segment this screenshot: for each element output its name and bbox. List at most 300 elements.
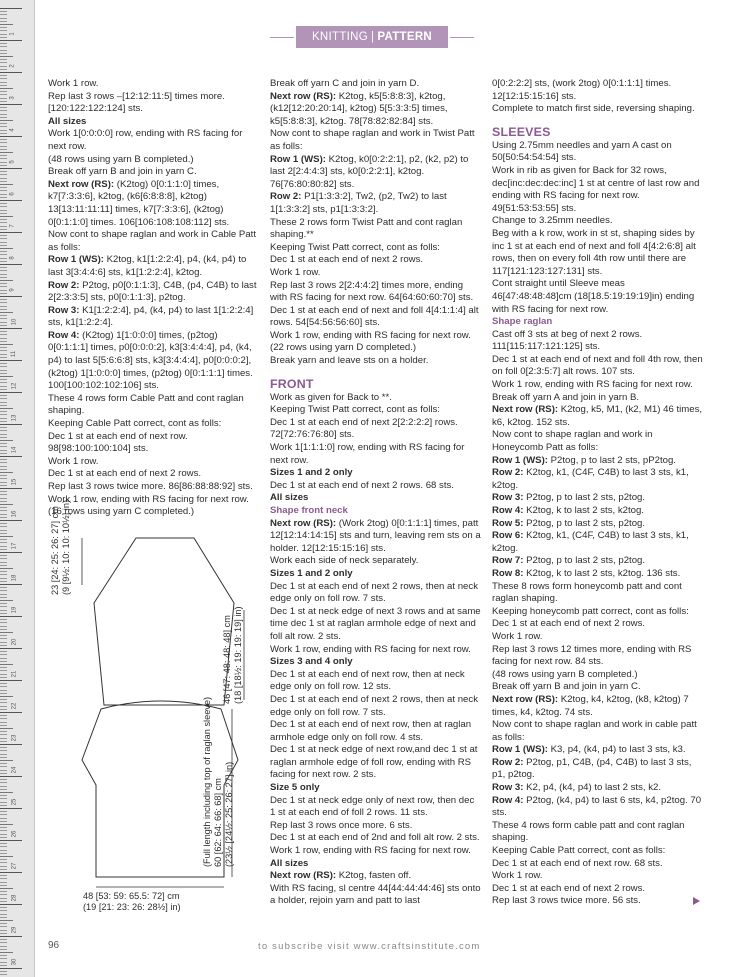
row-label: Row 8: [492,567,524,579]
ruler-tick [0,565,7,566]
ruler-tick [0,450,7,451]
header-rule-left [270,37,294,38]
instruction-line: Sizes 3 and 4 only [270,656,353,668]
instruction-line [492,568,704,581]
ruler-tick [0,398,7,399]
instruction-line [492,492,704,505]
ruler-tick [0,395,7,396]
instruction-line: Dec 1 st at each end of next row, then at raglan armhole edge only on foll row. 4 sts. [270,719,472,743]
ruler-tick [0,379,7,380]
ruler-tick [0,43,7,44]
ruler-tick [0,197,7,198]
row-label: Row 5: [492,517,524,529]
ruler-tick [0,651,7,652]
ruler-tick [0,40,22,41]
instruction-line [492,467,704,492]
instruction-line: Dec 1 st at each end of 2nd and foll alt row. 2 sts. [270,832,480,844]
instruction-line: Cont straight until Sleeve meas 46[47:48:48:48]cm (18[18.5:19:19:19]in) ending with RS facing for next row. [492,278,695,315]
instruction-line: These 8 rows form honeycomb patt and cont raglan shaping. [492,580,682,605]
ruler-number: 29 [11,926,18,934]
ruler-tick [0,507,7,508]
row-text: K1[1:2:2:4], p4, (k4, p4) to last 1[1:2:2:4] sts, k1[1:2:2:4]. [48,304,254,329]
ruler-tick [0,821,7,822]
ruler-tick [0,923,7,924]
row-label: Next row (RS): [492,693,559,705]
instruction-line: Work in rib as given for Back for 32 rows, dec[inc:dec:dec:inc] 1 st at centre of last row and ending with RS facing for next row. 49[51:53:53:55] sts. [492,164,700,214]
ruler-tick [0,370,7,371]
ruler-tick [0,949,7,950]
ruler-tick [0,290,7,291]
body-length-label [202,697,235,867]
instruction-line [48,280,260,305]
subsection-heading: Shape front neck [270,505,348,516]
ruler-tick [0,667,7,668]
ruler-tick [0,914,7,915]
row-text: K2, p4, (k4, p4) to last 2 sts, k2. [523,782,662,794]
instruction-line: Dec 1 st at each end of next and foll 4th row, then on foll 0[2:3:5:7] alt rows. 107 sts. [492,353,703,378]
column-3 [492,78,704,908]
ruler-tick [0,824,13,825]
ruler-tick [0,674,7,675]
ruler-tick [0,926,7,927]
row-text: K2tog, k1[1:2:2:4], p4, (k4, p4) to last 3[3:4:4:6] sts, k1[1:2:2:4], k2tog. [48,254,247,278]
ruler-number: 11 [11,350,18,358]
instruction-line: Dec 1 st at each end of next 2 rows. [492,882,646,894]
ruler-number: 14 [11,446,18,454]
ruler-number: 9 [9,288,16,292]
row-text: K2tog, k to last 2 sts, k2tog. [523,505,644,516]
ruler-tick [0,56,13,57]
instruction-line: Work 1 row, ending with RS facing for next row. [492,379,693,391]
ruler-tick [0,347,7,348]
ruler-tick [0,142,7,143]
ruler-number: 7 [9,224,16,228]
row-label: Row 4: [492,794,524,806]
ruler-tick [0,293,7,294]
row-text: K2tog, k to last 2 sts, k2tog. 136 sts. [523,567,681,579]
ruler-tick [0,267,7,268]
ruler-tick [0,702,7,703]
instruction-line: [120:122:122:124] sts. [48,103,143,115]
instruction-line: Dec 1 st at each end of next 2[2:2:2:2] rows. 72[72:76:76:80] sts. [270,416,458,441]
section-banner [296,26,448,65]
ruler-tick [0,66,7,67]
ruler-tick [0,459,7,460]
row-text: K2tog, k5, M1, (k2, M1) 46 times, k6, k2tog. 152 sts. [492,404,703,428]
ruler-tick [0,219,7,220]
ruler-tick [0,11,7,12]
ruler-tick [0,920,13,921]
row-text: (Work 2tog) 0[0:1:1:1] times, patt 12[12:14:14:15] sts and turn, leaving rem sts on a holder. 12[12:15:15:16] sts. [270,517,481,554]
row-text: P2tog, p to last 2 sts, pP2tog. [547,454,676,466]
ruler-tick [0,402,7,403]
ruler-tick [0,456,22,457]
ruler-tick [0,110,7,111]
ruler-tick [0,578,7,579]
ruler-tick [0,437,7,438]
ruler-tick [0,315,7,316]
instruction-line: Dec 1 st at each end of next 2 rows. [48,468,202,480]
column-2 [270,78,482,908]
ruler-tick [0,814,7,815]
ruler-tick [0,728,13,729]
ruler-tick [0,363,7,364]
row-text: P2tog, p1, C4B, (p4, C4B) to last 3 sts, p1, p2tog. [492,756,692,781]
ruler-tick [0,901,7,902]
ruler-tick [0,859,7,860]
instruction-line: All sizes [48,115,87,127]
instruction-line: Dec 1 st at each end of next row, then at neck edge only on foll row. 12 sts. [270,668,465,693]
ruler-tick [0,709,7,710]
ruler-tick [0,693,7,694]
instruction-line: These 2 rows form Twist Patt and cont raglan shaping.** [270,216,463,241]
ruler-tick [0,904,22,905]
ruler-tick [0,802,7,803]
instruction-line [492,530,704,555]
ruler-tick [0,782,7,783]
ruler-tick [0,59,7,60]
ruler-number: 27 [11,862,18,870]
ruler-tick [0,245,7,246]
ruler-tick [0,555,7,556]
ruler-tick [0,933,7,934]
ruler-tick [0,357,7,358]
ruler-tick [0,88,13,89]
instruction-line: Dec 1 st at each end of next 2 rows. [270,254,424,266]
ruler-tick [0,747,7,748]
instruction-line: All sizes [270,857,309,869]
ruler-tick [0,283,7,284]
ruler-tick [0,590,7,591]
ruler-tick [0,818,7,819]
ruler-number: 19 [11,606,18,614]
banner-left: KNITTING [311,31,369,43]
ruler-tick [0,741,7,742]
ruler-tick [0,731,7,732]
ruler-tick [0,862,7,863]
section-heading: FRONT [270,376,314,391]
row-text: P2tog, p to last 2 sts, p2tog. [523,517,646,529]
ruler-tick [0,491,7,492]
body-width-in: (19 [21: 23: 26: 28½] in) [83,902,181,912]
ruler-tick [0,779,7,780]
ruler-tick [0,37,7,38]
ruler-tick [0,619,7,620]
ruler-number: 25 [11,798,18,806]
row-label: Next row (RS): [48,178,115,190]
ruler-tick [0,965,7,966]
instruction-line: Dec 1 st at each end of next 2 rows, then at neck edge only on foll row. 7 sts. [270,693,478,718]
ruler-tick [0,760,13,761]
ruler-tick [0,632,13,633]
ruler-number: 30 [11,958,18,966]
ruler-tick [0,539,7,540]
ruler-number: 24 [11,766,18,774]
ruler-tick [0,469,7,470]
ruler-tick [0,834,7,835]
instruction-line [270,191,482,216]
instruction-line: Rep last 3 rows –[12:12:11:5] times more. [48,90,225,102]
instruction-line: These 4 rows form Cable Patt and cont raglan shaping. [48,392,244,417]
ruler-number: 23 [11,734,18,742]
ruler-number: 15 [11,478,18,486]
body-length-in: (23½ [24½: 25: 26: 27] in) [224,761,234,867]
ruler-tick [0,661,7,662]
ruler-tick [0,341,7,342]
ruler-tick [0,549,7,550]
ruler-tick [0,946,7,947]
instruction-line: Work 1[0:0:0:0] row, ending with RS facing for next row. [48,128,243,152]
ruler-tick [0,222,7,223]
ruler-tick [0,254,7,255]
ruler-tick [0,875,7,876]
ruler-tick [0,162,7,163]
ruler-tick [0,696,13,697]
ruler-tick [0,133,7,134]
ruler-tick [0,677,7,678]
ruler-tick [0,891,7,892]
row-label: Next row (RS): [270,90,337,102]
instruction-line: Work each side of neck separately. [270,555,419,567]
instruction-line [492,694,704,719]
ruler-tick [0,827,7,828]
ruler-tick [0,427,7,428]
ruler-number: 6 [9,192,16,196]
ruler-tick [0,274,7,275]
instruction-line: Complete to match first side, reversing shaping. [492,103,695,115]
sleeve-top-width-label [50,500,72,595]
ruler-tick [0,526,7,527]
ruler-tick [0,642,7,643]
row-label: Row 4: [492,505,524,516]
ruler-tick [0,738,7,739]
row-label: Next row (RS): [492,404,559,416]
row-label: Row 3: [492,782,524,794]
ruler-tick [0,757,7,758]
ruler-tick [0,683,7,684]
ruler-tick [0,270,7,271]
ruler-tick [0,344,13,345]
section-heading: SLEEVES [492,124,551,139]
ruler-tick [0,718,7,719]
instruction-line: Work 1 row. [48,78,99,89]
ruler-tick [0,699,7,700]
continue-arrow-icon [693,897,700,905]
ruler-tick [0,546,7,547]
ruler-tick [0,75,7,76]
instruction-line: Keeping Cable Patt correct, cont as folls: [48,418,222,430]
ruler-tick [0,936,22,937]
instruction-line: Cast off 3 sts at beg of next 2 rows. 111[115:117:121:125] sts. [492,328,643,353]
body-width-label [83,891,181,913]
ruler-tick [0,149,7,150]
instruction-line [270,91,482,129]
instruction-line: Keeping Twist Patt correct, cont as folls: [270,404,440,416]
ruler-tick [0,478,7,479]
ruler-tick [0,386,7,387]
ruler-tick [0,181,7,182]
ruler-tick [0,322,7,323]
ruler-tick [0,475,7,476]
ruler-number: 1 [9,32,16,36]
ruler-tick [0,155,7,156]
row-label: Row 3: [48,304,80,316]
ruler-tick [0,440,13,441]
instruction-line: Break yarn and leave sts on a holder. [270,355,429,367]
row-text: P2tog, (k4, p4) to last 6 sts, k4, p2tog. 70 sts. [492,794,702,819]
page-number: 96 [48,940,60,951]
ruler-tick [0,517,7,518]
ruler-number: 28 [11,894,18,902]
instruction-line: Keeping honeycomb patt correct, cont as folls: [492,605,689,617]
ruler-tick [0,472,13,473]
instruction-line [492,555,704,568]
ruler-tick [0,504,13,505]
body-length-cm: 60 [62: 64: 66: 68] cm [213,778,223,867]
instruction-line: Dec 1 st at neck edge only of next row, then dec 1 st at each end of foll 2 rows. 11 sts. [270,794,475,819]
ruler-tick [0,258,7,259]
ruler-number: 12 [11,382,18,390]
ruler-tick [0,725,7,726]
ruler-number: 2 [9,64,16,68]
row-label: Row 1 (WS): [492,454,548,466]
ruler-tick [0,72,22,73]
ruler-tick [0,626,7,627]
ruler-tick [0,494,7,495]
ruler-tick [0,686,7,687]
ruler-tick [0,229,7,230]
row-label: Row 2: [492,467,524,479]
ruler-tick [0,974,7,975]
ruler-tick [0,139,7,140]
ruler-tick [0,78,7,79]
ruler-tick [0,389,7,390]
ruler-tick [0,238,7,239]
instruction-line [492,782,704,795]
ruler-tick [0,482,7,483]
ruler-tick [0,885,7,886]
row-text: K2tog, fasten off. [336,870,412,882]
ruler-tick [0,894,7,895]
ruler-tick [0,958,7,959]
row-text: (K2tog) 0[0:1:1:0] times, k7[7:3:3:6], k2tog, (k6[6:8:8:8], k2tog) 13[13:11:11:11] times, k7[7:3:3:6], (k2tog) 0[0:1:1:0] times. 106[106:108:108:112] sts. [48,178,230,228]
instruction-line: Rep last 3 rows 2[2:4:4:2] times more, ending with RS facing for next row. 64[64:60:60:70] sts. [270,279,474,304]
ruler-tick [0,955,7,956]
ruler-tick [0,850,7,851]
ruler-tick [0,530,7,531]
ruler-tick [0,798,7,799]
ruler-tick [0,34,7,35]
ruler-tick [0,645,7,646]
instruction-line: Keeping Twist Patt correct, cont as folls: [270,241,440,253]
ruler-tick [0,808,22,809]
ruler-tick [0,670,7,671]
ruler-number: 3 [9,96,16,100]
row-label: Row 2: [270,191,302,203]
banner-right: PATTERN INSTRUCTIONS [327,31,433,65]
ruler-tick [0,584,22,585]
ruler-tick [0,114,7,115]
ruler-tick [0,613,7,614]
ruler-tick [0,235,7,236]
instruction-line: Work 1 row, ending with RS facing for next row. [270,845,471,857]
ruler-tick [0,165,7,166]
ruler-tick [0,350,7,351]
ruler-tick [0,968,22,969]
ruler-tick [0,376,13,377]
ruler-tick [0,136,22,137]
ruler-tick [0,971,7,972]
ruler-tick [0,635,7,636]
ruler-tick [0,69,7,70]
ruler-tick [0,242,7,243]
ruler-tick [0,907,7,908]
ruler-tick [0,107,7,108]
ruler-tick [0,277,7,278]
row-label: Row 1 (WS): [492,744,548,756]
ruler-tick [0,14,7,15]
ruler-tick [0,101,7,102]
instruction-line: Rep last 3 rows twice more. 56 sts. [492,895,641,907]
instruction-line: Work 1[1:1:1:0] row, ending with RS facing for next row. [270,442,465,466]
ruler-tick [0,750,7,751]
ruler-tick [0,226,7,227]
ruler-tick [0,366,7,367]
ruler-tick [0,296,22,297]
instruction-line: Dec 1 st at neck edge of next 3 rows and at same time dec 1 st at raglan armhole edge of next and foll alt row. 2 sts. [270,605,481,642]
ruler-tick [0,533,7,534]
instruction-line: Break off yarn C and join in yarn D. [270,78,420,89]
instruction-line: Break off yarn B and join in yarn C. [492,681,641,693]
instruction-line: Work 1 row. [48,455,99,467]
ruler-tick [0,21,7,22]
ruler-tick [0,248,13,249]
ruler-tick [0,50,7,51]
ruler-tick [0,53,7,54]
instruction-line: Now cont to shape raglan and work in Twist Patt as folls: [270,128,475,152]
ruler-tick [0,158,7,159]
ruler-number: 8 [9,256,16,260]
ruler-tick [0,27,7,28]
ruler-tick [0,658,7,659]
ruler-tick [0,776,22,777]
ruler-tick [0,123,7,124]
row-text: K2tog, k5[5:8:8:3], k2tog, (k12[12:20:20:14], k2tog) 5[5:3:3:5] times, k5[5:8:8:3], k2tog. 78[78:82:82:84] sts. [270,90,448,127]
ruler-tick [0,830,7,831]
ruler-tick [0,130,7,131]
instruction-line: Using 2.75mm needles and yarn A cast on 50[50:54:54:54] sts. [492,139,672,164]
ruler-tick [0,888,13,889]
instruction-line: All sizes [270,492,309,504]
ruler-tick [0,94,7,95]
ruler-tick [0,542,7,543]
ruler-tick [0,418,7,419]
ruler-tick [0,488,22,489]
ruler-tick [0,715,7,716]
ruler-tick [0,318,7,319]
ruler-tick [0,501,7,502]
instruction-line: Now cont to shape raglan and work in Cable Patt as folls: [48,229,256,253]
instruction-line: Dec 1 st at each end of next 2 rows. 68 sts. [270,479,454,491]
ruler-tick [0,520,22,521]
subscribe-link[interactable]: to subscribe visit www.craftsinstitute.com [258,941,481,952]
ruler-tick [0,251,7,252]
ruler-tick [0,171,7,172]
subsection-heading: Shape raglan [492,316,553,328]
ruler-number: 22 [11,702,18,710]
ruler-tick [0,942,7,943]
ruler-tick [0,571,7,572]
